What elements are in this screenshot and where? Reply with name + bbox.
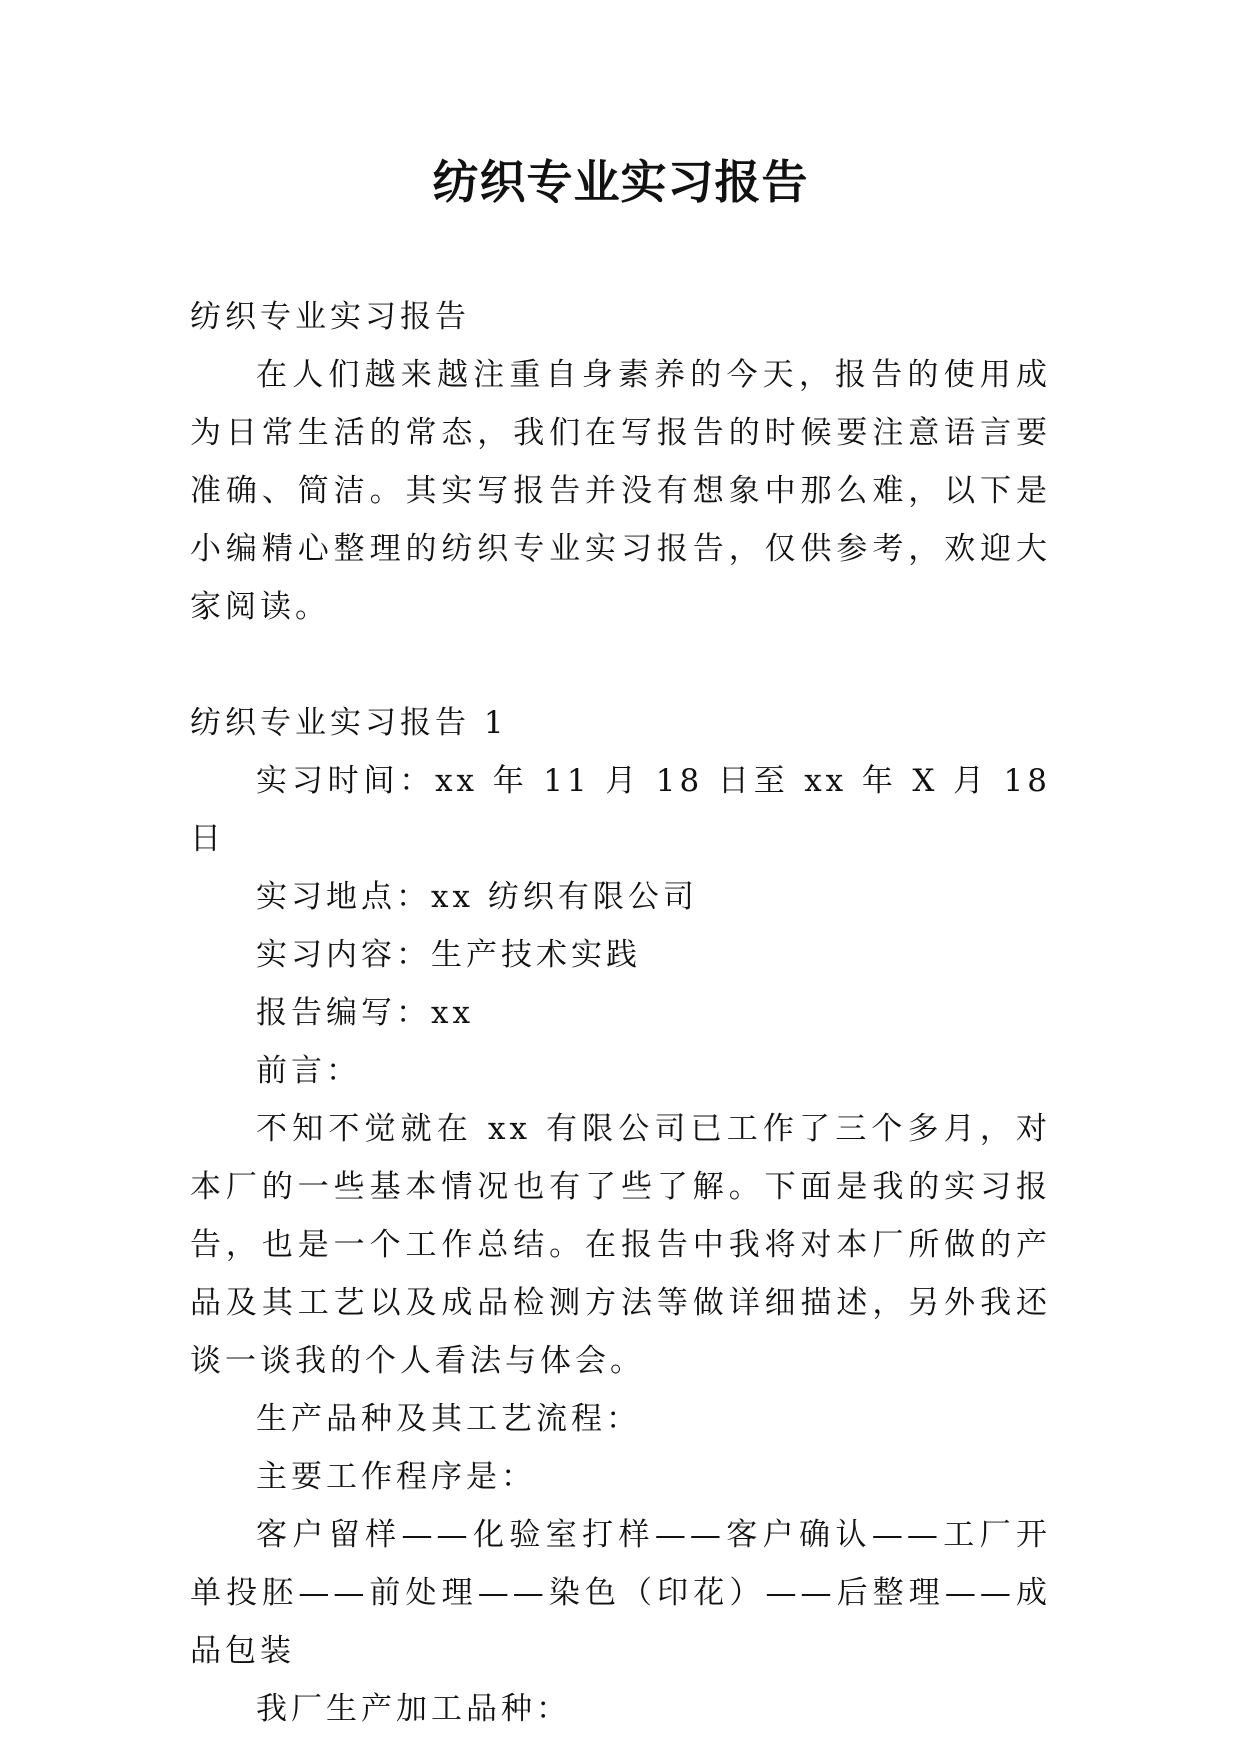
- report-author: 报告编写：xx: [256, 995, 474, 1031]
- document-body: [190, 288, 1051, 1738]
- products-heading: 生产品种及其工艺流程：: [256, 1401, 641, 1437]
- report-heading: 纺织专业实习报告: [190, 299, 470, 335]
- preface-heading: 前言：: [256, 1053, 361, 1089]
- internship-location: 实习地点：xx 纺织有限公司: [256, 879, 698, 915]
- paragraph-gap: [190, 636, 1051, 694]
- procedure-flow: 客户留样——化验室打样——客户确认——工厂开单投胚——前处理——染色（印花）——后整理——成品包装: [190, 1517, 1051, 1669]
- document-title: 纺织专业实习报告: [432, 155, 809, 209]
- product-types-heading: 我厂生产加工品种：: [256, 1691, 571, 1727]
- internship-time: 实习时间：xx 年 11 月 18 日至 xx 年 X 月 18 日: [190, 763, 1051, 857]
- internship-content: 实习内容：生产技术实践: [256, 937, 641, 973]
- preface-paragraph: 不知不觉就在 xx 有限公司已工作了三个多月，对本厂的一些基本情况也有了些了解。下面是我的实习报告，也是一个工作总结。在报告中我将对本厂所做的产品及其工艺以及成品检测方法等做详细描述，另外我还谈一谈我的个人看法与体会。: [190, 1111, 1051, 1379]
- procedure-heading: 主要工作程序是：: [256, 1459, 536, 1495]
- report-1-heading: 纺织专业实习报告 1: [190, 705, 508, 741]
- intro-paragraph: 在人们越来越注重自身素养的今天，报告的使用成为日常生活的常态，我们在写报告的时候要注意语言要准确、简洁。其实写报告并没有想象中那么难，以下是小编精心整理的纺织专业实习报告，仅供参考，欢迎大家阅读。: [190, 357, 1051, 625]
